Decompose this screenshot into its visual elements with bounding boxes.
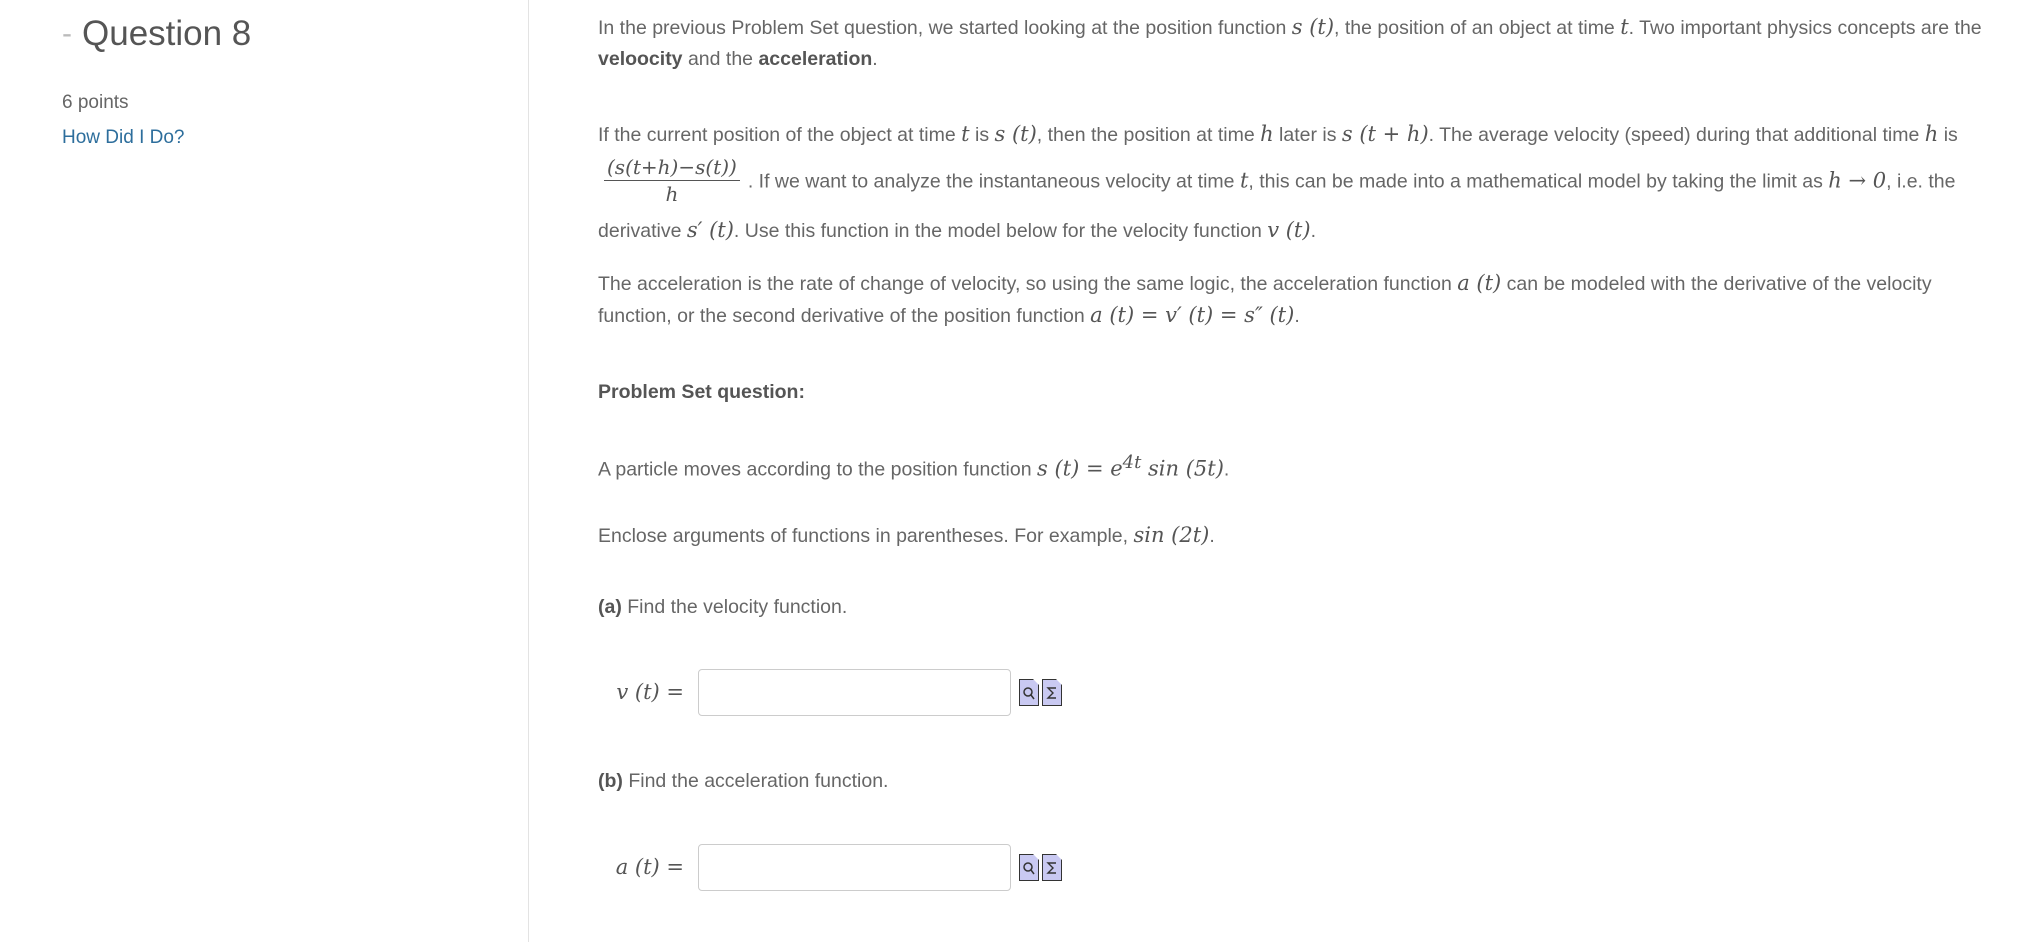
preview-icon[interactable] <box>1019 854 1039 881</box>
equation-editor-icon[interactable] <box>1042 854 1062 881</box>
part-b-tools <box>1019 854 1065 881</box>
equation-editor-icon[interactable] <box>1042 679 1062 706</box>
velocity-paragraph: If the current position of the object at time t is s (t), then the position at time h later is s (t + h). The average velocity (speed) during that additional time h is $\frac{(s(t+h)-s(t))}{h}$ . If we want to analyze the instantaneous velocity at time t, this can be made into a mathematical model by taking the limit as h → 0, i.e. the derivative s′ (t). Use this function in the model below for the velocity function v (t). <box>598 122 1958 242</box>
intro-paragraph: In the previous Problem Set question, we started looking at the position function s (t), the position of an object at time t. Two important physics concepts are the veloocity and the acceleration. <box>598 15 1982 70</box>
preview-icon[interactable] <box>1019 679 1039 706</box>
part-a-prompt: (a) Find the velocity function. <box>598 596 848 618</box>
acceleration-paragraph: The acceleration is the rate of change of velocity, so using the same logic, the acceleration function a (t) can be modeled with the derivative of the velocity function, or the second derivative of the position function a (t) = v′ (t) = s″ (t). <box>598 271 1932 327</box>
points-label: 6 points <box>62 92 129 113</box>
acceleration-input[interactable] <box>698 844 1011 891</box>
collapse-toggle[interactable]: - <box>62 17 72 50</box>
acceleration-label: a (t) = <box>615 855 684 879</box>
velocity-label: v (t) = <box>616 680 684 704</box>
how-did-i-do-link[interactable]: How Did I Do? <box>62 127 185 148</box>
parentheses-hint: Enclose arguments of functions in parentheses. For example, sin (2t). <box>598 523 1215 547</box>
question-sidebar <box>0 0 529 942</box>
question-header <box>62 14 251 54</box>
average-velocity-fraction: $\frac{(s(t+h)-s(t))}{h}$ <box>604 155 740 206</box>
problem-heading: Problem Set question: <box>598 381 805 403</box>
position-function-paragraph: A particle moves according to the position function s $(t) = e^{4t}$ sin (5t). <box>598 452 1230 481</box>
velocity-input[interactable] <box>698 669 1011 716</box>
question-title: Question 8 <box>82 14 252 53</box>
part-b-prompt: (b) Find the acceleration function. <box>598 770 889 792</box>
part-a-tools <box>1019 679 1065 706</box>
part-a-answer-row <box>598 669 1065 716</box>
part-b-answer-row <box>598 844 1065 891</box>
